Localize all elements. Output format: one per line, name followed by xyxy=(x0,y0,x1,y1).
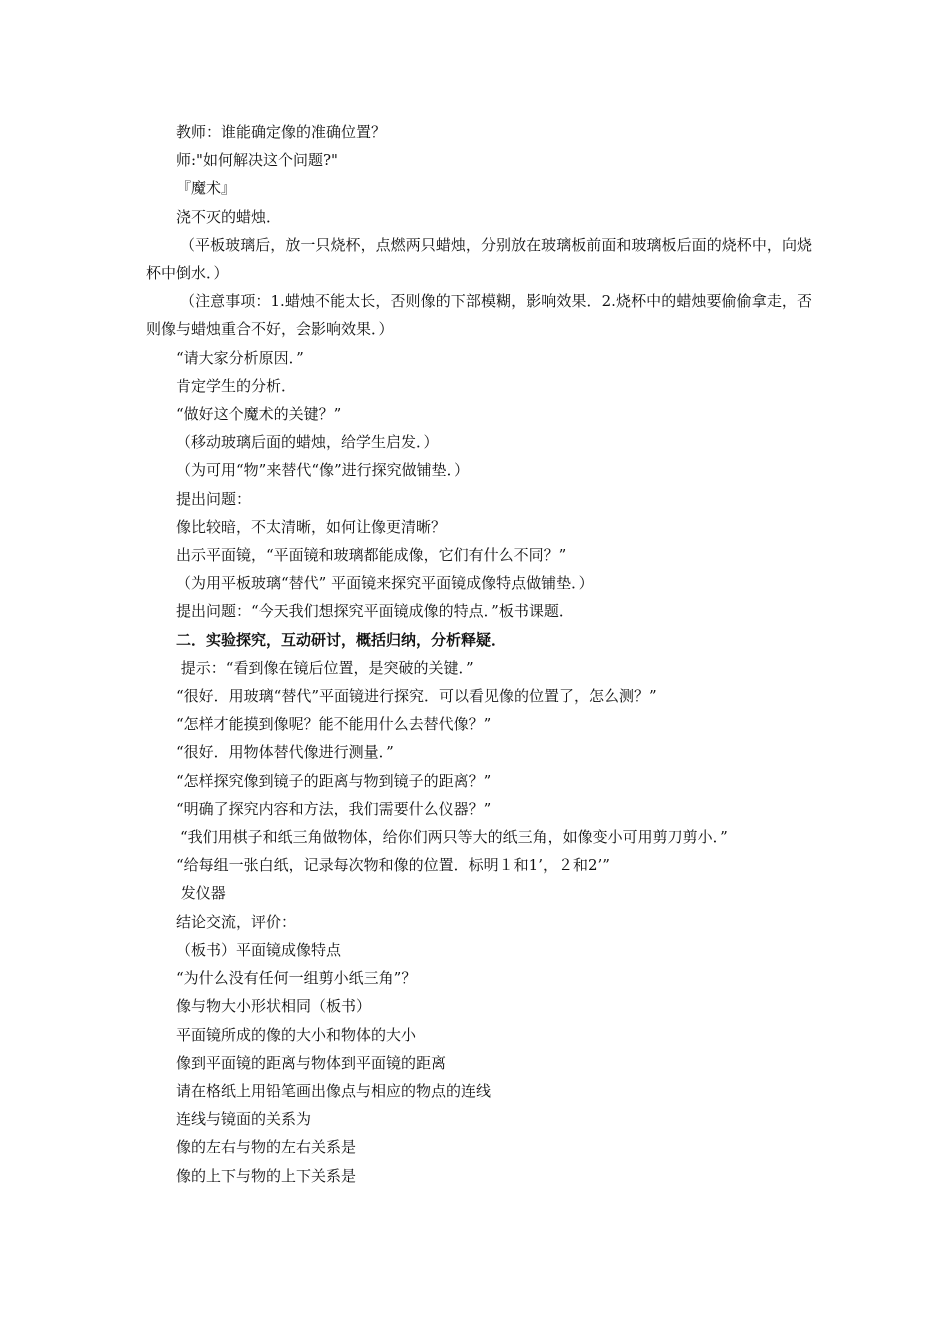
paragraph: 连线与镜面的关系为 xyxy=(176,1110,312,1129)
paragraph: 像的上下与物的上下关系是 xyxy=(176,1166,357,1185)
paragraph: 提出问题： xyxy=(176,489,252,508)
paragraph: 平面镜所成的像的大小和物体的大小 xyxy=(176,1025,417,1044)
section-heading: 二．实验探究，互动研讨，概括归纳，分析释疑． xyxy=(176,630,507,649)
paragraph: “做好这个魔术的关键？” xyxy=(176,405,342,424)
paragraph: （为用平板玻璃“替代” 平面镜来探究平面镜成像特点做铺垫．） xyxy=(176,574,594,593)
paragraph: 请在格纸上用铅笔画出像点与相应的物点的连线 xyxy=(176,1081,492,1100)
paragraph: （注意事项：1.蜡烛不能太长，否则像的下部模糊，影响效果．2.烧杯中的蜡烛要偷偷拿走，否则像与蜡烛重合不好，会影响效果．） xyxy=(146,292,812,339)
paragraph: （平板玻璃后，放一只烧杯，点燃两只蜡烛，分别放在玻璃板前面和玻璃板后面的烧杯中，向烧杯中倒水．） xyxy=(146,235,812,283)
paragraph: “很好．用物体替代像进行测量．” xyxy=(176,743,394,762)
paragraph: 发仪器 xyxy=(176,884,226,903)
paragraph: 『魔术』 xyxy=(176,179,237,198)
paragraph: 提示：“看到像在镜后位置，是突破的关键．” xyxy=(176,658,474,677)
paragraph: 肯定学生的分析． xyxy=(176,376,297,395)
paragraph: 像比较暗，不太清晰，如何让像更清晰？ xyxy=(176,517,447,536)
paragraph: 出示平面镜，“平面镜和玻璃都能成像，它们有什么不同？” xyxy=(176,546,567,565)
document-body xyxy=(146,118,812,1190)
paragraph: “很好．用玻璃“替代”平面镜进行探究．可以看见像的位置了，怎么测？” xyxy=(176,687,657,706)
paragraph: “给每组一张白纸，记录每次物和像的位置．标明１和1’，２和2’” xyxy=(176,856,610,875)
paragraph: “我们用棋子和纸三角做物体，给你们两只等大的纸三角，如像变小可用剪刀剪小．” xyxy=(180,828,728,847)
paragraph: “怎样探究像到镜子的距离与物到镜子的距离？” xyxy=(176,771,492,790)
paragraph: “请大家分析原因．” xyxy=(176,348,304,367)
paragraph: “明确了探究内容和方法，我们需要什么仪器？” xyxy=(176,799,492,818)
paragraph: （移动玻璃后面的蜡烛，给学生启发．） xyxy=(176,433,439,452)
paragraph: 像的左右与物的左右关系是 xyxy=(176,1138,357,1157)
paragraph: “为什么没有任何一组剪小纸三角”？ xyxy=(176,969,417,988)
paragraph: （板书）平面镜成像特点 xyxy=(176,940,342,959)
paragraph: 教师：谁能确定像的准确位置？ xyxy=(176,123,387,141)
paragraph: “怎样才能摸到像呢？能不能用什么去替代像？” xyxy=(176,715,492,734)
paragraph: 结论交流，评价： xyxy=(176,912,297,931)
paragraph: 浇不灭的蜡烛． xyxy=(176,207,282,226)
paragraph: 提出问题：“今天我们想探究平面镜成像的特点．”板书课题． xyxy=(176,602,574,621)
paragraph: 像到平面镜的距离与物体到平面镜的距离 xyxy=(176,1053,447,1072)
paragraph: 师:"如何解决这个问题?" xyxy=(176,151,338,170)
paragraph: （为可用“物”来替代“像”进行探究做铺垫．） xyxy=(176,461,470,480)
paragraph: 像与物大小形状相同（板书） xyxy=(176,997,372,1016)
